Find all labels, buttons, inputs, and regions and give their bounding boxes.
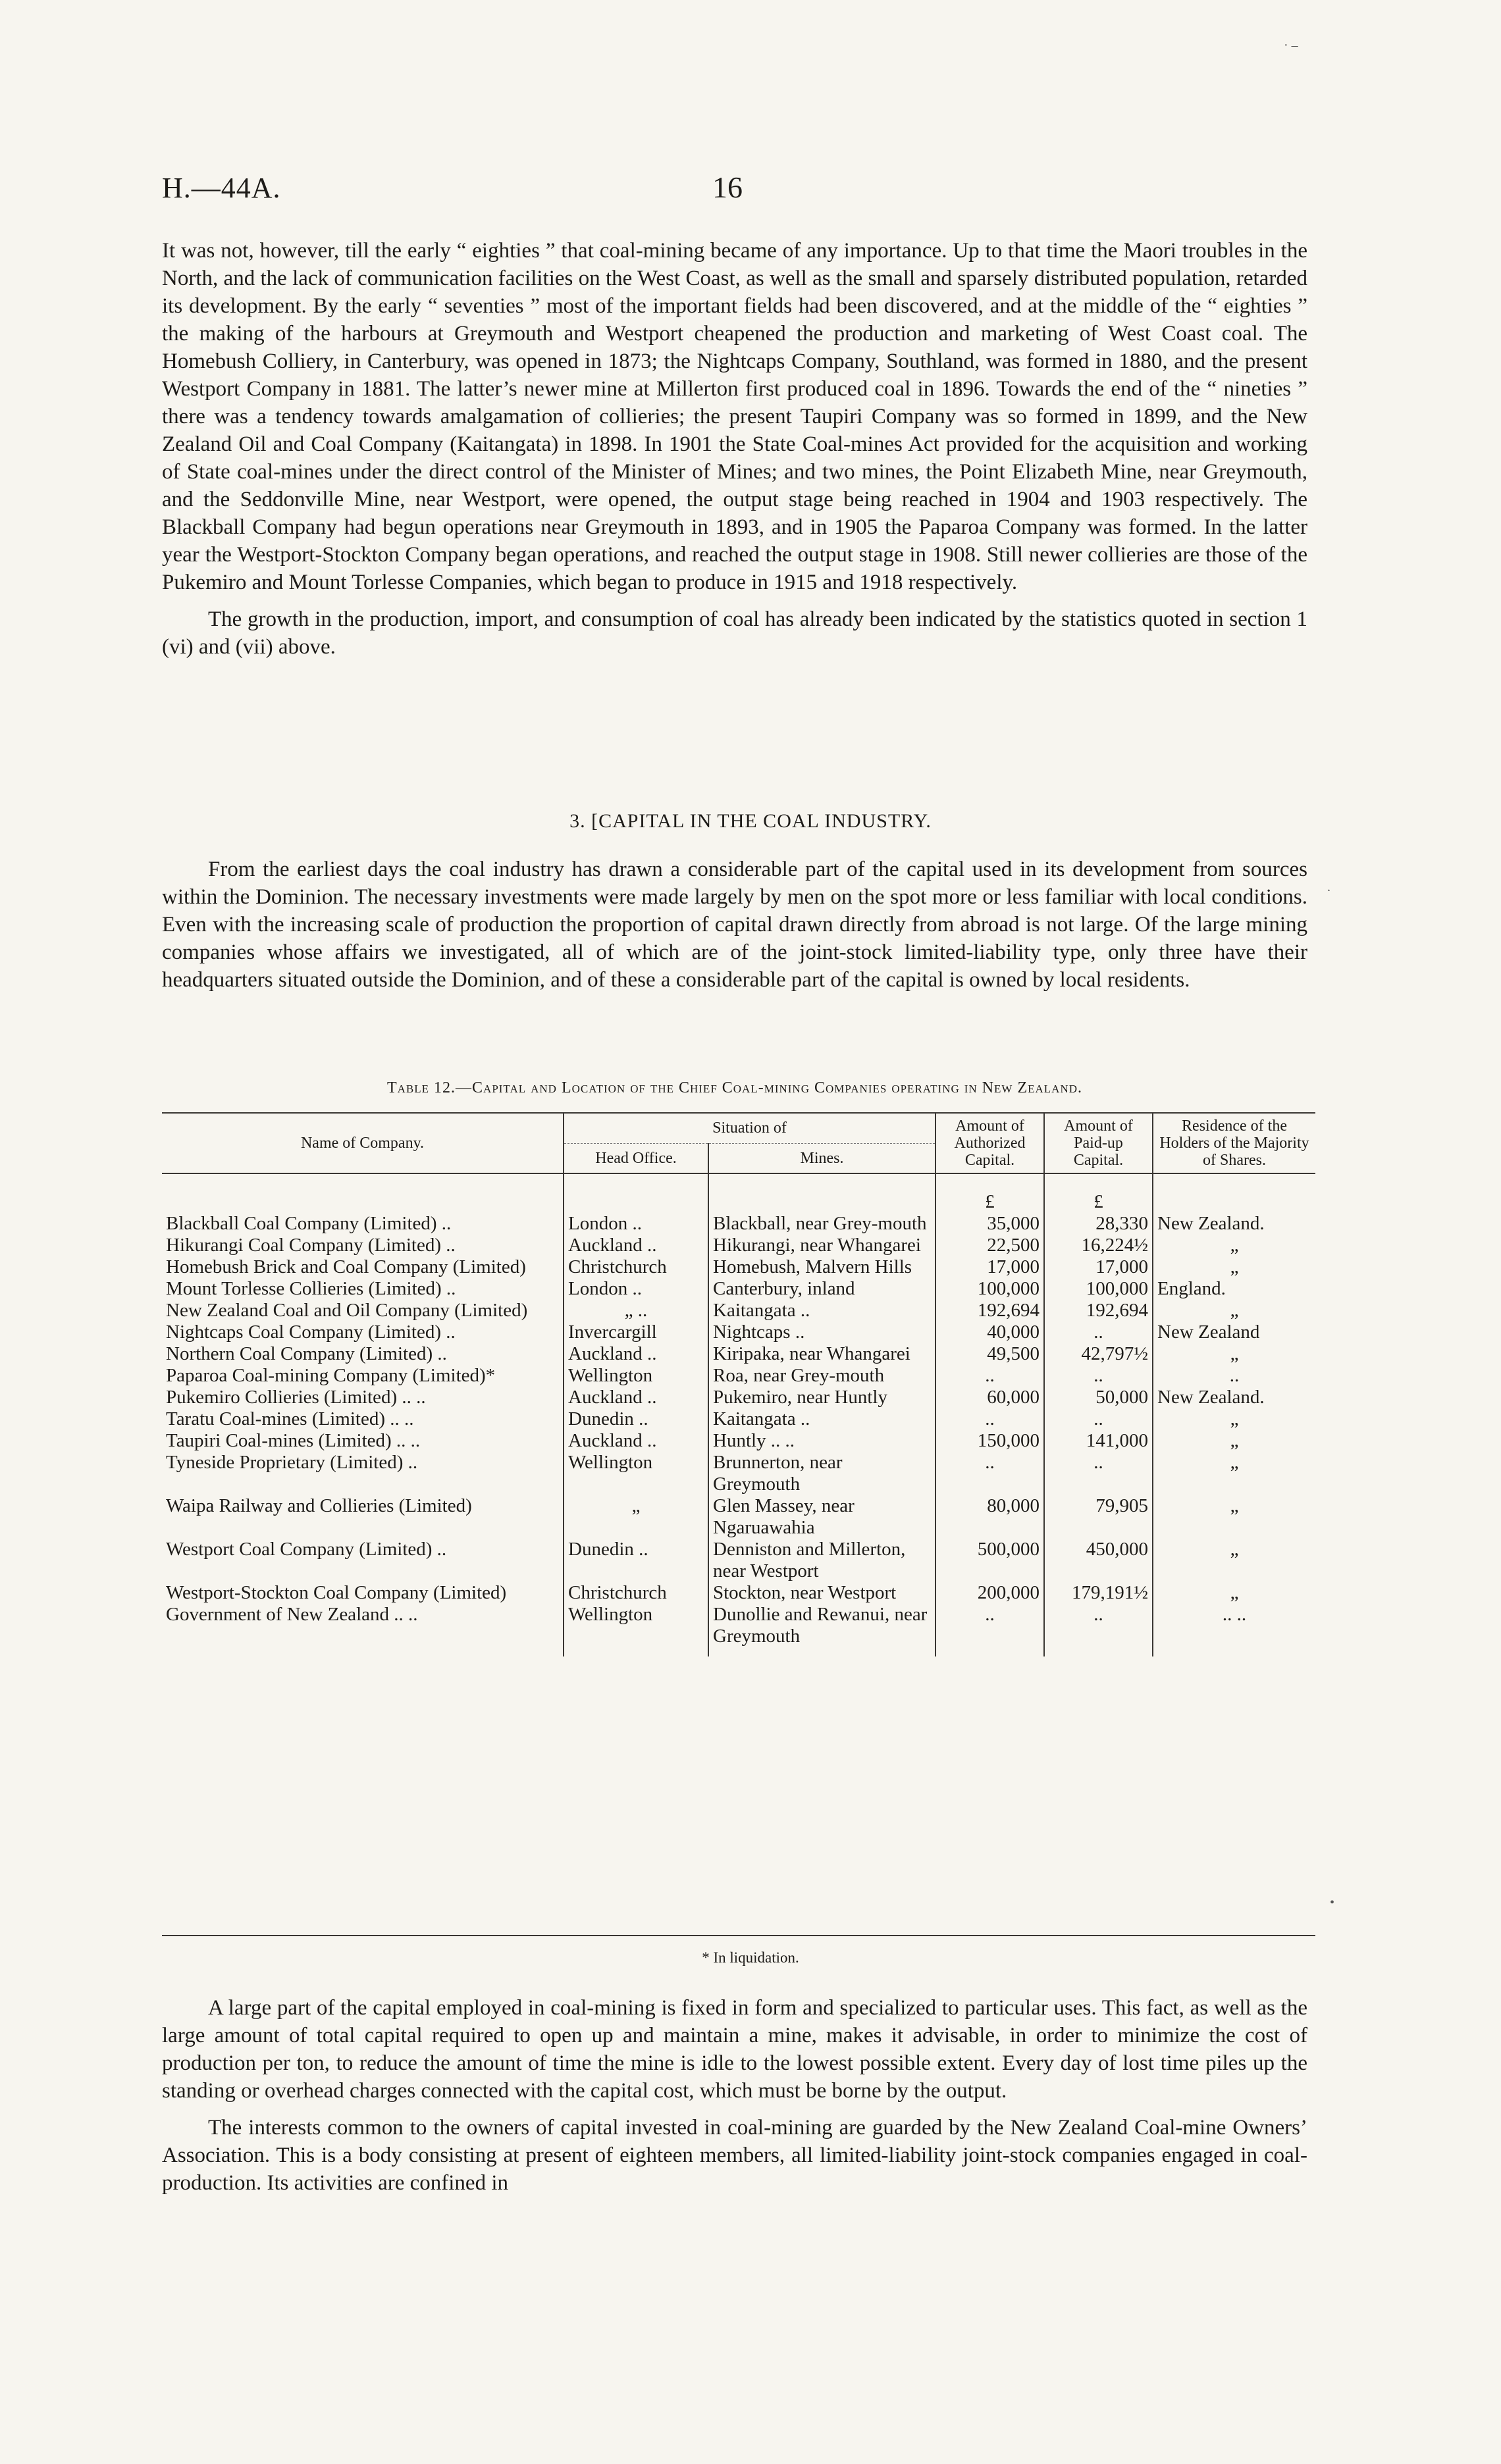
paid-up-capital: 79,905 <box>1044 1495 1153 1539</box>
unit-authorized: £ <box>935 1183 1044 1213</box>
intro-text <box>162 237 1307 670</box>
residence: „ <box>1153 1539 1315 1582</box>
authorized-capital: 40,000 <box>935 1322 1044 1343</box>
header-head-office: Head Office. <box>564 1143 708 1173</box>
head-office: Invercargill <box>564 1322 708 1343</box>
mines: Roa, near Grey-mouth <box>708 1365 935 1387</box>
paid-up-capital: 450,000 <box>1044 1539 1153 1582</box>
company-name: Paparoa Coal-mining Company (Limited)* <box>166 1365 496 1386</box>
head-office: Christchurch <box>564 1256 708 1278</box>
residence: „ <box>1153 1343 1315 1365</box>
paid-up-capital: 100,000 <box>1044 1278 1153 1300</box>
closing-paragraph: A large part of the capital employed in coal-mining is fixed in form and specialized to particular uses. This fact, as well as the large amount of total capital required to open up and maintain a mine, makes it advisable, in order to minimize the cost of production per ton, to reduce the amount of time the mine is idle to the lowest possible extent. Every day of lost time piles up the standing or overhead charges connected with the capital cost, which must be borne by the output. <box>162 1996 1307 2103</box>
mines: Glen Massey, near Ngaruawahia <box>708 1495 935 1539</box>
table-row <box>162 1235 1315 1256</box>
table-row <box>162 1582 1315 1604</box>
head-office: Dunedin .. <box>564 1408 708 1430</box>
head-office: Wellington <box>564 1604 708 1647</box>
company-name: Taupiri Coal-mines (Limited) .. .. <box>166 1430 421 1451</box>
head-office: London .. <box>564 1213 708 1235</box>
table-row <box>162 1256 1315 1278</box>
authorized-capital: .. <box>935 1452 1044 1495</box>
head-office: Auckland .. <box>564 1235 708 1256</box>
company-name: Tyneside Proprietary (Limited) .. <box>166 1452 418 1473</box>
authorized-capital: 150,000 <box>935 1430 1044 1452</box>
head-office: Auckland .. <box>564 1387 708 1408</box>
residence: „ <box>1153 1235 1315 1256</box>
header-authorized: Amount of Authorized Capital. <box>935 1113 1044 1173</box>
table-row <box>162 1387 1315 1408</box>
header-situation: Situation of <box>564 1113 935 1143</box>
intro-paragraph: The growth in the production, import, and consumption of coal has already been indicated by the statistics quoted in section 1 (vi) and (vii) above. <box>162 607 1307 659</box>
company-name: Nightcaps Coal Company (Limited) .. <box>166 1322 456 1343</box>
margin-mark: · – <box>1284 38 1298 53</box>
head-office: „ .. <box>564 1300 708 1322</box>
head-office: Dunedin .. <box>564 1539 708 1582</box>
document-reference: H.—44A. <box>162 172 281 204</box>
residence: „ <box>1153 1430 1315 1452</box>
table-row <box>162 1430 1315 1452</box>
authorized-capital: 80,000 <box>935 1495 1044 1539</box>
authorized-capital: 192,694 <box>935 1300 1044 1322</box>
table-row <box>162 1322 1315 1343</box>
table-bottom-rule <box>162 1935 1315 1936</box>
table-row <box>162 1300 1315 1322</box>
company-name: Blackball Coal Company (Limited) .. <box>166 1213 452 1234</box>
intro-paragraph: It was not, however, till the early “ eighties ” that coal-mining became of any importance. Up to that time the Maori troubles in the North, and the lack of communication facilities on the West Coast, as well as the small and sparsely distributed population, retarded its development. By the early “ seventies ” most of the important fields had been discovered, and at the middle of the “ eighties ” the making of the harbours at Greymouth and Westport cheapened the production and marketing of West Coast coal. The Homebush Colliery, in Canterbury, was opened in 1873; the Nightcaps Company, Southland, was formed in 1880, and the present Westport Company in 1881. The latter’s newer mine at Millerton first produced coal in 1896. Towards the end of the “ nineties ” there was a tendency towards amalgamation of collieries; the present Taupiri Company was so formed in 1899, and the New Zealand Oil and Coal Company (Kaitangata) in 1898. In 1901 the State Coal-mines Act provided for the acquisition and working of State coal-mines under the direct control of the Minister of Mines; and two mines, the Point Elizabeth Mine, near Greymouth, and the Seddonville Mine, near Westport, were opened, the output stage being reached in 1904 and 1903 respectively. The Blackball Company had begun operations near Greymouth in 1893, and in 1905 the Paparoa Company was formed. In the latter year the Westport-Stockton Company began operations, and reached the output stage in 1908. Still newer collieries are those of the Pukemiro and Mount Torlesse Companies, which began to produce in 1915 and 1918 respectively. <box>162 239 1307 594</box>
mines: Kaitangata .. <box>708 1300 935 1322</box>
company-name: Westport Coal Company (Limited) .. <box>166 1539 447 1560</box>
residence: New Zealand <box>1153 1322 1315 1343</box>
unit-paid: £ <box>1044 1183 1153 1213</box>
head-office: London .. <box>564 1278 708 1300</box>
authorized-capital: 500,000 <box>935 1539 1044 1582</box>
residence: „ <box>1153 1408 1315 1430</box>
paid-up-capital: 42,797½ <box>1044 1343 1153 1365</box>
margin-mark: . <box>1327 880 1330 894</box>
section-heading: 3. [CAPITAL IN THE COAL INDUSTRY. <box>569 810 932 832</box>
company-name: Northern Coal Company (Limited) .. <box>166 1343 447 1364</box>
mines: Blackball, near Grey-mouth <box>708 1213 935 1235</box>
residence: „ <box>1153 1256 1315 1278</box>
company-name: Westport-Stockton Coal Company (Limited) <box>166 1582 507 1603</box>
capital-table <box>162 1112 1315 1656</box>
residence: „ <box>1153 1582 1315 1604</box>
mines: Kiripaka, near Whangarei <box>708 1343 935 1365</box>
residence: „ <box>1153 1495 1315 1539</box>
table-row <box>162 1343 1315 1365</box>
table-row <box>162 1452 1315 1495</box>
mines: Stockton, near Westport <box>708 1582 935 1604</box>
mines: Nightcaps .. <box>708 1322 935 1343</box>
closing-text <box>162 1994 1307 2206</box>
mines: Hikurangi, near Whangarei <box>708 1235 935 1256</box>
table-row <box>162 1604 1315 1647</box>
mines: Denniston and Millerton, near Westport <box>708 1539 935 1582</box>
paid-up-capital: 141,000 <box>1044 1430 1153 1452</box>
authorized-capital: .. <box>935 1604 1044 1647</box>
authorized-capital: 49,500 <box>935 1343 1044 1365</box>
authorized-capital: 35,000 <box>935 1213 1044 1235</box>
company-name: Waipa Railway and Collieries (Limited) <box>166 1495 472 1516</box>
paid-up-capital: 50,000 <box>1044 1387 1153 1408</box>
paid-up-capital: .. <box>1044 1604 1153 1647</box>
paid-up-capital: .. <box>1044 1365 1153 1387</box>
mines: Homebush, Malvern Hills <box>708 1256 935 1278</box>
company-name: Taratu Coal-mines (Limited) .. .. <box>166 1408 414 1429</box>
margin-mark: • <box>1330 1895 1335 1910</box>
table-row <box>162 1495 1315 1539</box>
section-paragraph: From the earliest days the coal industry has drawn a considerable part of the capital used in its development from sources within the Dominion. The necessary investments were made largely by men on the spot more or less familiar with local conditions. Even with the increasing scale of production the proportion of capital drawn directly from abroad is not large. Of the large mining companies whose affairs we investigated, all of which are of the joint-stock limited-liability type, only three have their headquarters situated outside the Dominion, and of these a considerable part of the capital is owned by local residents. <box>162 858 1307 992</box>
paid-up-capital: .. <box>1044 1322 1153 1343</box>
head-office: Auckland .. <box>564 1430 708 1452</box>
header-name: Name of Company. <box>162 1113 564 1173</box>
table-row <box>162 1365 1315 1387</box>
residence: New Zealand. <box>1153 1387 1315 1408</box>
table-row <box>162 1539 1315 1582</box>
table-row <box>162 1213 1315 1235</box>
company-name: Mount Torlesse Collieries (Limited) .. <box>166 1278 456 1299</box>
table-title: Table 12.—Capital and Location of the Chief Coal-mining Companies operating in New Zealand. <box>386 1079 1083 1096</box>
header-mines: Mines. <box>708 1143 935 1173</box>
company-name: Homebush Brick and Coal Company (Limited) <box>166 1256 526 1277</box>
header-residence: Residence of the Holders of the Majority of Shares. <box>1153 1113 1315 1173</box>
mines: Kaitangata .. <box>708 1408 935 1430</box>
closing-paragraph: The interests common to the owners of capital invested in coal-mining are guarded by the New Zealand Coal-mine Owners’ Association. This is a body consisting at present of eighteen members, all limited-liability joint-stock companies engaged in coal-production. Its activities are confined in <box>162 2116 1307 2195</box>
company-name: Hikurangi Coal Company (Limited) .. <box>166 1235 456 1256</box>
paid-up-capital: .. <box>1044 1408 1153 1430</box>
mines: Pukemiro, near Huntly <box>708 1387 935 1408</box>
header-paid-up: Amount of Paid-up Capital. <box>1044 1113 1153 1173</box>
residence: „ <box>1153 1300 1315 1322</box>
table-row <box>162 1278 1315 1300</box>
residence: „ <box>1153 1452 1315 1495</box>
paid-up-capital: 17,000 <box>1044 1256 1153 1278</box>
mines: Huntly .. .. <box>708 1430 935 1452</box>
authorized-capital: 60,000 <box>935 1387 1044 1408</box>
section-text <box>162 856 1307 1003</box>
mines: Canterbury, inland <box>708 1278 935 1300</box>
residence: .. <box>1153 1365 1315 1387</box>
head-office: Wellington <box>564 1452 708 1495</box>
authorized-capital: 17,000 <box>935 1256 1044 1278</box>
residence: New Zealand. <box>1153 1213 1315 1235</box>
mines: Brunnerton, near Greymouth <box>708 1452 935 1495</box>
paid-up-capital: .. <box>1044 1452 1153 1495</box>
mines: Dunollie and Rewanui, near Greymouth <box>708 1604 935 1647</box>
residence: England. <box>1153 1278 1315 1300</box>
authorized-capital: 22,500 <box>935 1235 1044 1256</box>
paid-up-capital: 16,224½ <box>1044 1235 1153 1256</box>
head-office: Christchurch <box>564 1582 708 1604</box>
company-name: New Zealand Coal and Oil Company (Limited) <box>166 1300 528 1321</box>
authorized-capital: .. <box>935 1365 1044 1387</box>
head-office: Auckland .. <box>564 1343 708 1365</box>
paid-up-capital: 179,191½ <box>1044 1582 1153 1604</box>
paid-up-capital: 192,694 <box>1044 1300 1153 1322</box>
table-footnote: * In liquidation. <box>702 1949 799 1966</box>
head-office: „ <box>564 1495 708 1539</box>
authorized-capital: .. <box>935 1408 1044 1430</box>
paid-up-capital: 28,330 <box>1044 1213 1153 1235</box>
company-name: Government of New Zealand .. .. <box>166 1604 418 1625</box>
company-name: Pukemiro Collieries (Limited) .. .. <box>166 1387 426 1408</box>
authorized-capital: 100,000 <box>935 1278 1044 1300</box>
page-number: 16 <box>712 170 743 204</box>
residence: .. .. <box>1153 1604 1315 1647</box>
authorized-capital: 200,000 <box>935 1582 1044 1604</box>
head-office: Wellington <box>564 1365 708 1387</box>
table-row <box>162 1408 1315 1430</box>
